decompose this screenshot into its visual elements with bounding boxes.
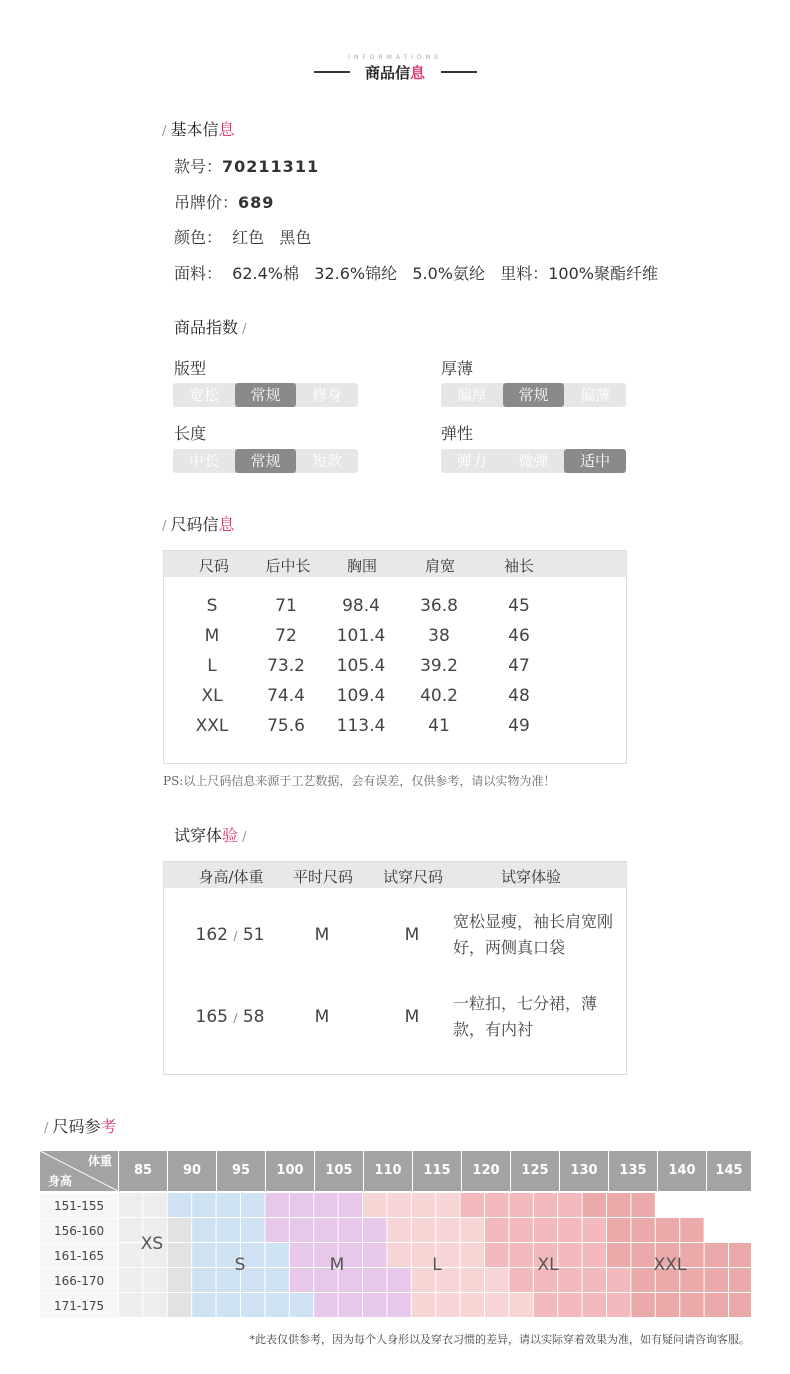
size-ref-note: *此表仅供参考，因为每个人身形以及穿衣习惯的差异，请以实际穿着效果为准，如有疑问请咨询客服。 (249, 1333, 750, 1346)
size-zone-cell (534, 1193, 557, 1217)
size-zone-cell (290, 1193, 313, 1217)
size-zone-cell (265, 1293, 288, 1317)
size-disclaimer: PS:以上尺码信息来源于工艺数据，会有误差，仅供参考，请以实物为准！ (163, 774, 556, 788)
tryon-height-weight: 162 / 51 (195, 925, 265, 945)
size-zone-cell (412, 1293, 435, 1317)
tryon-tried-size: M (404, 1007, 420, 1027)
size-cell: L (207, 656, 217, 676)
tryon-title: 试穿体验 / (174, 826, 247, 845)
tryon-col-header: 试穿体验 (500, 868, 562, 886)
size-zone-cell (168, 1218, 191, 1242)
weight-header: 110 (364, 1151, 412, 1191)
size-zone-cell (363, 1218, 386, 1242)
size-zone-cell (509, 1293, 532, 1317)
size-ref-title: / 尺码参考 (44, 1117, 117, 1136)
header-line-right (441, 71, 477, 73)
size-zone-cell (485, 1293, 508, 1317)
size-zone-cell (363, 1243, 386, 1267)
size-cell: 101.4 (336, 626, 386, 646)
size-zone-cell (314, 1293, 337, 1317)
index-elasticity-option: 弹力 (456, 452, 487, 470)
size-zone-cell (509, 1243, 532, 1267)
index-elasticity-scale (441, 449, 626, 473)
index-label-elasticity: 弹性 (441, 424, 474, 443)
weight-header: 115 (413, 1151, 461, 1191)
size-cell: 46 (508, 626, 530, 646)
size-zone-cell (143, 1268, 166, 1292)
size-table (163, 550, 627, 764)
size-zone-cell (119, 1293, 142, 1317)
size-zone-cell (436, 1293, 459, 1317)
size-zone-cell (168, 1293, 191, 1317)
size-zone-cell (290, 1268, 313, 1292)
size-zone-cell (387, 1218, 410, 1242)
size-zone-cell (217, 1218, 240, 1242)
tag-price: 吊牌价：689 (174, 193, 275, 212)
size-zone-cell (461, 1268, 484, 1292)
size-zone-cell (241, 1193, 264, 1217)
size-zone-cell (656, 1218, 679, 1242)
size-zone-cell (680, 1218, 703, 1242)
index-label-thickness: 厚薄 (441, 359, 474, 378)
size-zone-cell (339, 1193, 362, 1217)
size-col-header: 袖长 (503, 557, 535, 575)
size-zone-cell (631, 1268, 654, 1292)
size-zone-cell (387, 1193, 410, 1217)
size-zone-cell (656, 1293, 679, 1317)
size-zone-cell (192, 1218, 215, 1242)
size-cell: 38 (428, 626, 450, 646)
height-row-label: 171-175 (40, 1294, 118, 1318)
index-length-scale (173, 449, 358, 473)
index-fit-option: 宽松 (188, 386, 219, 404)
size-zone-cell (583, 1293, 606, 1317)
size-col-header: 肩宽 (424, 557, 456, 575)
size-zone-cell (631, 1193, 654, 1217)
size-zone-cell (631, 1293, 654, 1317)
size-cell: XXL (195, 716, 229, 736)
size-zone-cell (583, 1193, 606, 1217)
size-zone-cell (314, 1193, 337, 1217)
size-zone-cell (192, 1193, 215, 1217)
size-cell: 41 (428, 716, 450, 736)
index-fit-option: 修身 (312, 386, 343, 404)
weight-header: 85 (119, 1151, 167, 1191)
size-zone-cell (265, 1268, 288, 1292)
size-zone-cell (461, 1293, 484, 1317)
tryon-usual-size: M (314, 925, 330, 945)
size-zone-cell (168, 1193, 191, 1217)
size-zone-cell (729, 1243, 751, 1267)
size-zone-cell (314, 1218, 337, 1242)
size-zone-cell (558, 1293, 581, 1317)
size-zone-label: S (234, 1255, 246, 1275)
size-zone-cell (705, 1268, 728, 1292)
size-zone-cell (119, 1268, 142, 1292)
weight-header: 145 (707, 1151, 751, 1191)
index-fit-scale (173, 383, 358, 407)
size-zone-cell (509, 1193, 532, 1217)
size-col-header: 尺码 (198, 557, 230, 575)
size-zone-cell (168, 1268, 191, 1292)
header-english: INFORMATIONS (348, 54, 442, 61)
size-zone-cell (265, 1193, 288, 1217)
size-zone-cell (436, 1218, 459, 1242)
size-cell: 105.4 (336, 656, 386, 676)
size-zone-cell (143, 1193, 166, 1217)
tryon-experience: 宽松显瘦，袖长肩宽刚好，两侧真口袋 (453, 912, 614, 957)
size-zone-cell (412, 1193, 435, 1217)
size-cell: 48 (508, 686, 530, 706)
size-zone-label: L (432, 1255, 442, 1275)
index-label-fit: 版型 (174, 359, 207, 378)
tryon-usual-size: M (314, 1007, 330, 1027)
index-length-option: 中长 (188, 452, 219, 470)
style-number: 款号：70211311 (174, 157, 320, 176)
size-cell: 113.4 (336, 716, 386, 736)
size-table-header (164, 551, 626, 577)
size-zone-cell (607, 1218, 630, 1242)
size-cell: 36.8 (420, 596, 458, 616)
weight-header: 100 (266, 1151, 314, 1191)
size-zone-cell (119, 1218, 142, 1242)
size-zone-cell (461, 1193, 484, 1217)
size-zone-cell (265, 1218, 288, 1242)
size-zone-cell (192, 1243, 215, 1267)
size-zone-cell (387, 1268, 410, 1292)
size-zone-cell (339, 1293, 362, 1317)
index-thickness-option: 偏厚 (456, 386, 487, 404)
height-row-label: 151-155 (40, 1194, 118, 1218)
index-elasticity-option-selected: 适中 (564, 449, 626, 473)
size-zone-cell (290, 1243, 313, 1267)
size-zone-cell (241, 1218, 264, 1242)
size-zone-cell (729, 1293, 751, 1317)
size-cell: M (204, 626, 220, 646)
size-zone-cell (412, 1218, 435, 1242)
size-zone-cell (363, 1268, 386, 1292)
size-zone-cell (558, 1268, 581, 1292)
grid-corner: 体重 身高 (40, 1151, 118, 1191)
index-fit-option-selected: 常规 (235, 383, 297, 407)
size-zone-cell (485, 1193, 508, 1217)
color-row: 颜色： 红色 黑色 (174, 228, 312, 247)
height-row-label: 156-160 (40, 1219, 118, 1243)
index-thickness-option-selected: 常规 (503, 383, 565, 407)
product-index-title: 商品指数 / (174, 318, 247, 337)
size-zone-cell (558, 1218, 581, 1242)
size-cell: XL (201, 686, 223, 706)
size-cell: 40.2 (420, 686, 458, 706)
size-zone-cell (534, 1218, 557, 1242)
size-zone-cell (485, 1243, 508, 1267)
size-cell: 75.6 (267, 716, 305, 736)
size-zone-cell (192, 1268, 215, 1292)
size-zone-cell (509, 1218, 532, 1242)
size-zone-cell (363, 1293, 386, 1317)
size-cell: 74.4 (267, 686, 305, 706)
size-zone-cell (461, 1218, 484, 1242)
size-zone-cell (339, 1218, 362, 1242)
size-zone-cell (705, 1243, 728, 1267)
size-reference-grid (40, 1151, 751, 1323)
size-zone-label: XL (537, 1255, 559, 1275)
size-zone-cell (509, 1268, 532, 1292)
weight-header: 130 (560, 1151, 608, 1191)
height-row-label: 166-170 (40, 1269, 118, 1293)
size-zone-label: M (329, 1255, 345, 1275)
size-zone-cell (558, 1243, 581, 1267)
size-zone-cell (461, 1243, 484, 1267)
size-cell: 72 (275, 626, 297, 646)
size-zone-cell (680, 1293, 703, 1317)
size-zone-cell (363, 1193, 386, 1217)
size-cell: 73.2 (267, 656, 305, 676)
index-elasticity-option: 微弹 (518, 452, 549, 470)
size-zone-cell (705, 1293, 728, 1317)
size-zone-cell (387, 1293, 410, 1317)
size-zone-cell (290, 1218, 313, 1242)
size-cell: 39.2 (420, 656, 458, 676)
size-col-header: 胸围 (346, 557, 378, 575)
size-cell: 109.4 (336, 686, 386, 706)
size-zone-cell (485, 1268, 508, 1292)
size-zone-cell (217, 1293, 240, 1317)
size-zone-cell (119, 1243, 142, 1267)
size-zone-cell (290, 1293, 313, 1317)
size-cell: 47 (508, 656, 530, 676)
size-cell: 45 (508, 596, 530, 616)
size-zone-cell (485, 1218, 508, 1242)
size-zone-cell (583, 1218, 606, 1242)
weight-header: 95 (217, 1151, 265, 1191)
weight-header: 125 (511, 1151, 559, 1191)
size-zone-label: XXL (653, 1255, 687, 1275)
index-thickness-option: 偏薄 (580, 386, 611, 404)
weight-header: 140 (658, 1151, 706, 1191)
tryon-col-header: 身高/体重 (198, 868, 264, 886)
index-label-length: 长度 (174, 424, 207, 443)
weight-header: 135 (609, 1151, 657, 1191)
size-zone-cell (241, 1293, 264, 1317)
page-title: 商品信息 (364, 64, 426, 82)
size-zone-cell (168, 1243, 191, 1267)
size-cell: 98.4 (342, 596, 380, 616)
size-col-header: 后中长 (265, 557, 311, 575)
size-zone-cell (217, 1193, 240, 1217)
size-zone-cell (583, 1268, 606, 1292)
tryon-col-header: 试穿尺码 (382, 868, 444, 886)
size-zone-cell (534, 1293, 557, 1317)
size-zone-cell (631, 1243, 654, 1267)
grid-corner-diagonal (40, 1151, 118, 1191)
tryon-col-header: 平时尺码 (292, 868, 354, 886)
size-zone-cell (607, 1293, 630, 1317)
size-zone-cell (143, 1293, 166, 1317)
weight-header: 90 (168, 1151, 216, 1191)
tryon-experience: 一粒扣，七分裙，薄款，有内衬 (453, 994, 598, 1039)
tryon-table-header (164, 862, 626, 888)
height-row-label: 161-165 (40, 1244, 118, 1268)
size-zone-label: XS (140, 1234, 164, 1254)
size-zone-cell (729, 1268, 751, 1292)
size-zone-cell (387, 1243, 410, 1267)
size-zone-cell (607, 1268, 630, 1292)
size-zone-cell (265, 1243, 288, 1267)
size-zone-cell (607, 1243, 630, 1267)
weight-header: 120 (462, 1151, 510, 1191)
size-info-title: / 尺码信息 (162, 515, 235, 534)
index-length-option: 短款 (312, 452, 343, 470)
size-zone-cell (607, 1193, 630, 1217)
size-cell: 71 (275, 596, 297, 616)
size-zone-cell (558, 1193, 581, 1217)
size-zone-cell (436, 1193, 459, 1217)
size-zone-cell (119, 1193, 142, 1217)
tryon-height-weight: 165 / 58 (195, 1007, 265, 1027)
size-zone-cell (631, 1218, 654, 1242)
size-zone-cell (192, 1293, 215, 1317)
size-zone-cell (583, 1243, 606, 1267)
basic-info-title: / 基本信息 (162, 120, 235, 139)
index-thickness-scale (441, 383, 626, 407)
size-cell: S (206, 596, 218, 616)
tryon-tried-size: M (404, 925, 420, 945)
weight-header: 105 (315, 1151, 363, 1191)
fabric-row: 面料： 62.4%棉 32.6%锦纶 5.0%氨纶 里料：100%聚酯纤维 (174, 264, 658, 283)
size-cell: 49 (508, 716, 530, 736)
index-length-option-selected: 常规 (235, 449, 297, 473)
